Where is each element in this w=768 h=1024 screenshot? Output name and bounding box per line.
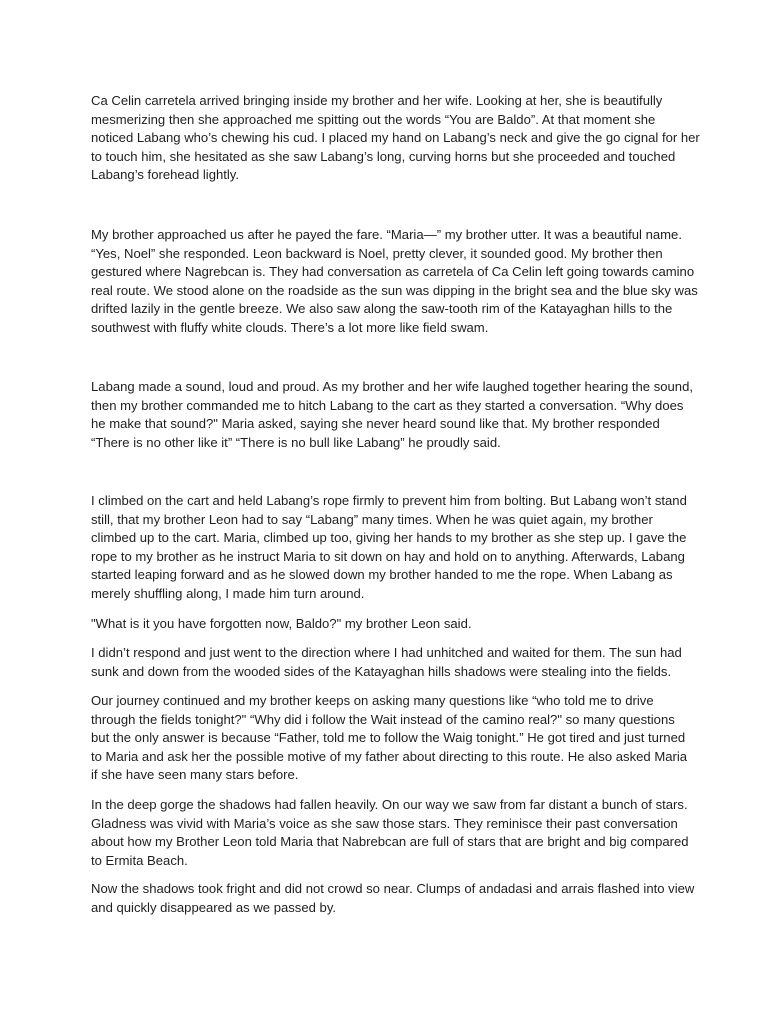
- text-line: “There is no other like it” “There is no bull like Labang” he proudly said.: [91, 434, 501, 450]
- text-line: about how my Brother Leon told Maria that Nabrebcan are full of stars that are bright and big compared: [91, 834, 689, 850]
- text-line: then my brother commanded me to hitch Labang to the cart as they started a conversation. “Why does: [91, 397, 684, 413]
- paragraph-cart: [91, 492, 691, 604]
- text-line: merely shuffling along, I made him turn around.: [91, 585, 365, 601]
- text-line: Labang’s forehead lightly.: [91, 167, 240, 183]
- text-line: Labang made a sound, loud and proud. As my brother and her wife laughed together hearing the sound,: [91, 379, 694, 394]
- text-line: noticed Labang who’s chewing his cud. I placed my hand on Labang’s neck and give the go cignal for her: [91, 130, 700, 146]
- text-line: southwest with fluffy white clouds. There’s a lot more like field swam.: [91, 319, 489, 335]
- text-line: to Maria and ask her the possible motive of my father about directing to this route. He also asked Maria: [91, 748, 688, 764]
- text-line: to Ermita Beach.: [91, 852, 188, 868]
- paragraph-gorge: [91, 796, 691, 870]
- text-line: and quickly disappeared as we passed by.: [91, 899, 337, 915]
- text-line: still, that my brother Leon had to say “Labang” many times. When he was quiet again, my brother: [91, 511, 653, 527]
- text-line: to touch him, she hesitated as she saw Labang’s long, curving horns but she proceeded and touched: [91, 148, 676, 164]
- text-line: Gladness was vivid with Maria’s voice as she saw those stars. They reminisce their past conversation: [91, 815, 678, 831]
- text-line: started leaping forward and as he slowed down my brother handed to me the rope. When Labang as: [91, 567, 673, 583]
- text-line: through the fields tonight?" “Why did i follow the Wait instead of the camino real?" so many questions: [91, 711, 675, 727]
- text-line: Ca Celin carretela arrived bringing inside my brother and her wife. Looking at her, she is beautifully: [91, 93, 663, 108]
- text-line: climbed up to the cart. Maria, climbed up too, giving her hands to my brother as she step up. I gave the: [91, 530, 687, 546]
- paragraph-labang-sound: [91, 378, 694, 452]
- paragraph-forgotten: [91, 615, 691, 634]
- text-line: gestured where Nagrebcan is. They had conversation as carretela of Ca Celin left going towards camino: [91, 264, 695, 280]
- text-line: I climbed on the cart and held Labang’s rope firmly to prevent him from bolting. But Labang won’t stand: [91, 493, 687, 508]
- text-line: I didn’t respond and just went to the direction where I had unhitched and waited for them. The sun had: [91, 645, 682, 660]
- text-line: Our journey continued and my brother keeps on asking many questions like “who told me to drive: [91, 693, 654, 708]
- text-line: My brother approached us after he payed the fare. “Maria—” my brother utter. It was a beautiful name.: [91, 227, 682, 242]
- text-line: drifted lazily in the gentle breeze. We also saw along the saw-tooth rim of the Katayaghan hills to the: [91, 301, 673, 317]
- text-line: In the deep gorge the shadows had fallen heavily. On our way we saw from far distant a bunch of stars.: [91, 797, 688, 812]
- text-line: real route. We stood alone on the roadside as the sun was dipping in the bright sea and the blue sky was: [91, 282, 698, 298]
- text-line: mesmerizing then she approached me spitting out the words “You are Baldo”. At that moment she: [91, 111, 656, 127]
- text-line: "What is it you have forgotten now, Baldo?" my brother Leon said.: [91, 616, 472, 631]
- text-line: “Yes, Noel” she responded. Leon backward is Noel, pretty clever, it sounded good. My brother then: [91, 245, 663, 261]
- paragraph-unhitched: [91, 644, 691, 681]
- text-line: sunk and down from the wooded sides of the Katayaghan hills shadows were stealing into the fields.: [91, 663, 672, 679]
- paragraph-maria-name: [91, 226, 698, 338]
- text-line: he make that sound?" Maria asked, saying she never heard sound like that. My brother responded: [91, 416, 660, 432]
- paragraph-shadows: [91, 880, 695, 917]
- text-line: rope to my brother as he instruct Maria to sit down on hay and hold on to anything. Afterwards, Labang: [91, 548, 685, 564]
- text-line: Now the shadows took fright and did not crowd so near. Clumps of andadasi and arrais flashed into view: [91, 881, 695, 896]
- text-line: if she have seen many stars before.: [91, 767, 299, 783]
- text-line: but the only answer is because “Father, told me to follow the Waig tonight.” He got tired and just turned: [91, 730, 686, 746]
- paragraph-arrival: [91, 92, 700, 185]
- paragraph-journey: [91, 692, 691, 785]
